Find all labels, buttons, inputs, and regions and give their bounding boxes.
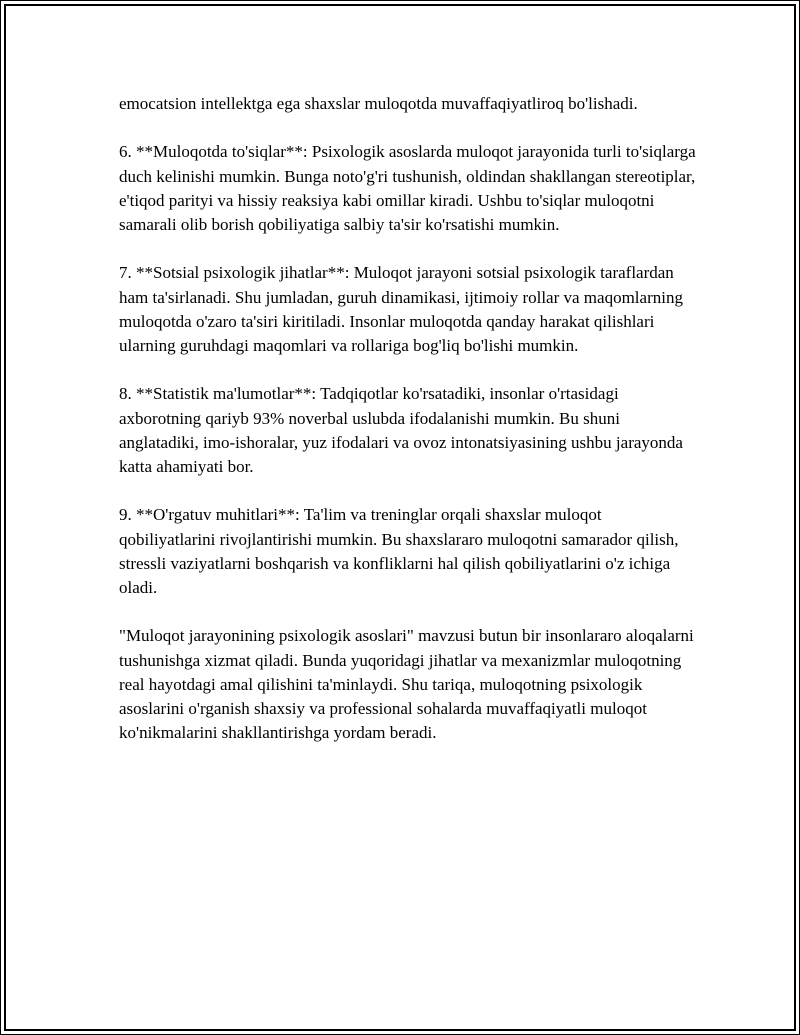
document-body (119, 92, 699, 770)
paragraph-item-7: 7. **Sotsial psixologik jihatlar**: Muloqot jarayoni sotsial psixologik taraflardan ham ta'sirlanadi. Shu jumladan, guruh dinamikasi, ijtimoiy rollar va maqomlarning muloqotda o'zaro ta'siri kiritiladi. Insonlar muloqotda qanday harakat qilishlari ularning guruhdagi maqomlari va rollariga bog'liq bo'lishi mumkin. (119, 263, 683, 355)
paragraph-item-6: 6. **Muloqotda to'siqlar**: Psixologik asoslarda muloqot jarayonida turli to'siqlarga duch kelinishi mumkin. Bunga noto'g'ri tushunish, oldindan shakllangan stereotiplar, e'tiqod parityi va hissiy reaksiya kabi omillar kiradi. Ushbu to'siqlar muloqotni samarali olib borish qobiliyatiga salbiy ta'sir ko'rsatishi mumkin. (119, 142, 696, 234)
paragraph-item-9: 9. **O'rgatuv muhitlari**: Ta'lim va treninglar orqali shaxslar muloqot qobiliyatlarini rivojlantirishi mumkin. Bu shaxslararo muloqotni samarador qilish, stressli vaziyatlarni boshqarish va konfliklarni hal qilish qobiliyatlarini o'z ichiga oladi. (119, 505, 679, 597)
paragraph-conclusion: "Muloqot jarayonining psixologik asoslari" mavzusi butun bir insonlararo aloqalarni tushunishga xizmat qiladi. Bunda yuqoridagi jihatlar va mexanizmlar muloqotning real hayotdagi amal qilishini ta'minlaydi. Shu tariqa, muloqotning psixologik asoslarini o'rganish shaxsiy va professional sohalarda muvaffaqiyatli muloqot ko'nikmalarini shakllantirishga yordam beradi. (119, 626, 694, 743)
paragraph-intro-continuation: emocatsion intellektga ega shaxslar muloqotda muvaffaqiyatliroq bo'lishadi. (119, 94, 638, 113)
paragraph-item-8: 8. **Statistik ma'lumotlar**: Tadqiqotlar ko'rsatadiki, insonlar o'rtasidagi axborotning qariyb 93% noverbal uslubda ifodalanishi mumkin. Bu shuni anglatadiki, imo-ishoralar, yuz ifodalari va ovoz intonatsiyasining ushbu jarayonda katta ahamiyati bor. (119, 384, 683, 476)
